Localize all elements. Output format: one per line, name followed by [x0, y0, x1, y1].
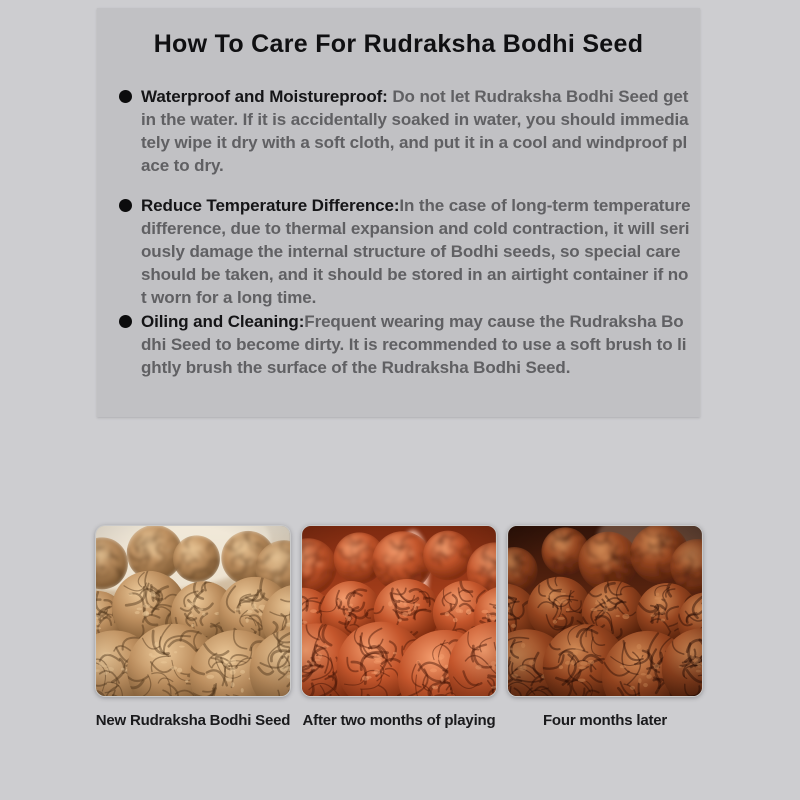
list-item-text: [141, 194, 693, 309]
list-item-body: Frequent wearing may cause the Rudraksha Bodhi Seed to become dirty. It is recommended to use a soft brush to lightly brush the surface of the Rudraksha Bodhi Seed.: [141, 312, 687, 377]
photo-four-months: [507, 525, 703, 697]
photo-two-months: [301, 525, 497, 697]
list-item-text: [141, 310, 693, 379]
list-item-label: Waterproof and Moistureproof:: [141, 87, 388, 106]
photo-new-seed: [95, 525, 291, 697]
list-item-body: In the case of long-term temperature difference, due to thermal expansion and cold contraction, it will seriously damage the internal structure of Bodhi seeds, so special care should be taken, and it should be stored in an airtight container if not worn for a long time.: [141, 196, 691, 307]
list-item-label: Reduce Temperature Difference:: [141, 196, 400, 215]
care-instructions-list: [119, 85, 700, 379]
list-item-text: [141, 85, 693, 177]
bullet-dot-icon: [119, 199, 132, 212]
list-item-body: Do not let Rudraksha Bodhi Seed get in the water. If it is accidentally soaked in water, you should immediately wipe it dry with a soft cloth, and put it in a cool and windproof place to dry.: [141, 87, 689, 175]
bullet-dot-icon: [119, 315, 132, 328]
list-item-oiling: [119, 310, 700, 379]
list-item-label: Oiling and Cleaning:: [141, 312, 305, 331]
bullet-dot-icon: [119, 90, 132, 103]
list-item-temperature: [119, 194, 700, 309]
photo-caption-two-months: After two months of playing: [302, 712, 496, 729]
care-instructions-panel: [97, 8, 700, 417]
list-item-waterproof: [119, 85, 700, 177]
photo-caption-new-seed: New Rudraksha Bodhi Seed: [95, 712, 291, 729]
photo-captions-row: [95, 712, 703, 729]
page-title: How To Care For Rudraksha Bodhi Seed: [153, 30, 644, 58]
photo-caption-four-months: Four months later: [542, 712, 668, 729]
seed-photos-row: [95, 525, 703, 697]
